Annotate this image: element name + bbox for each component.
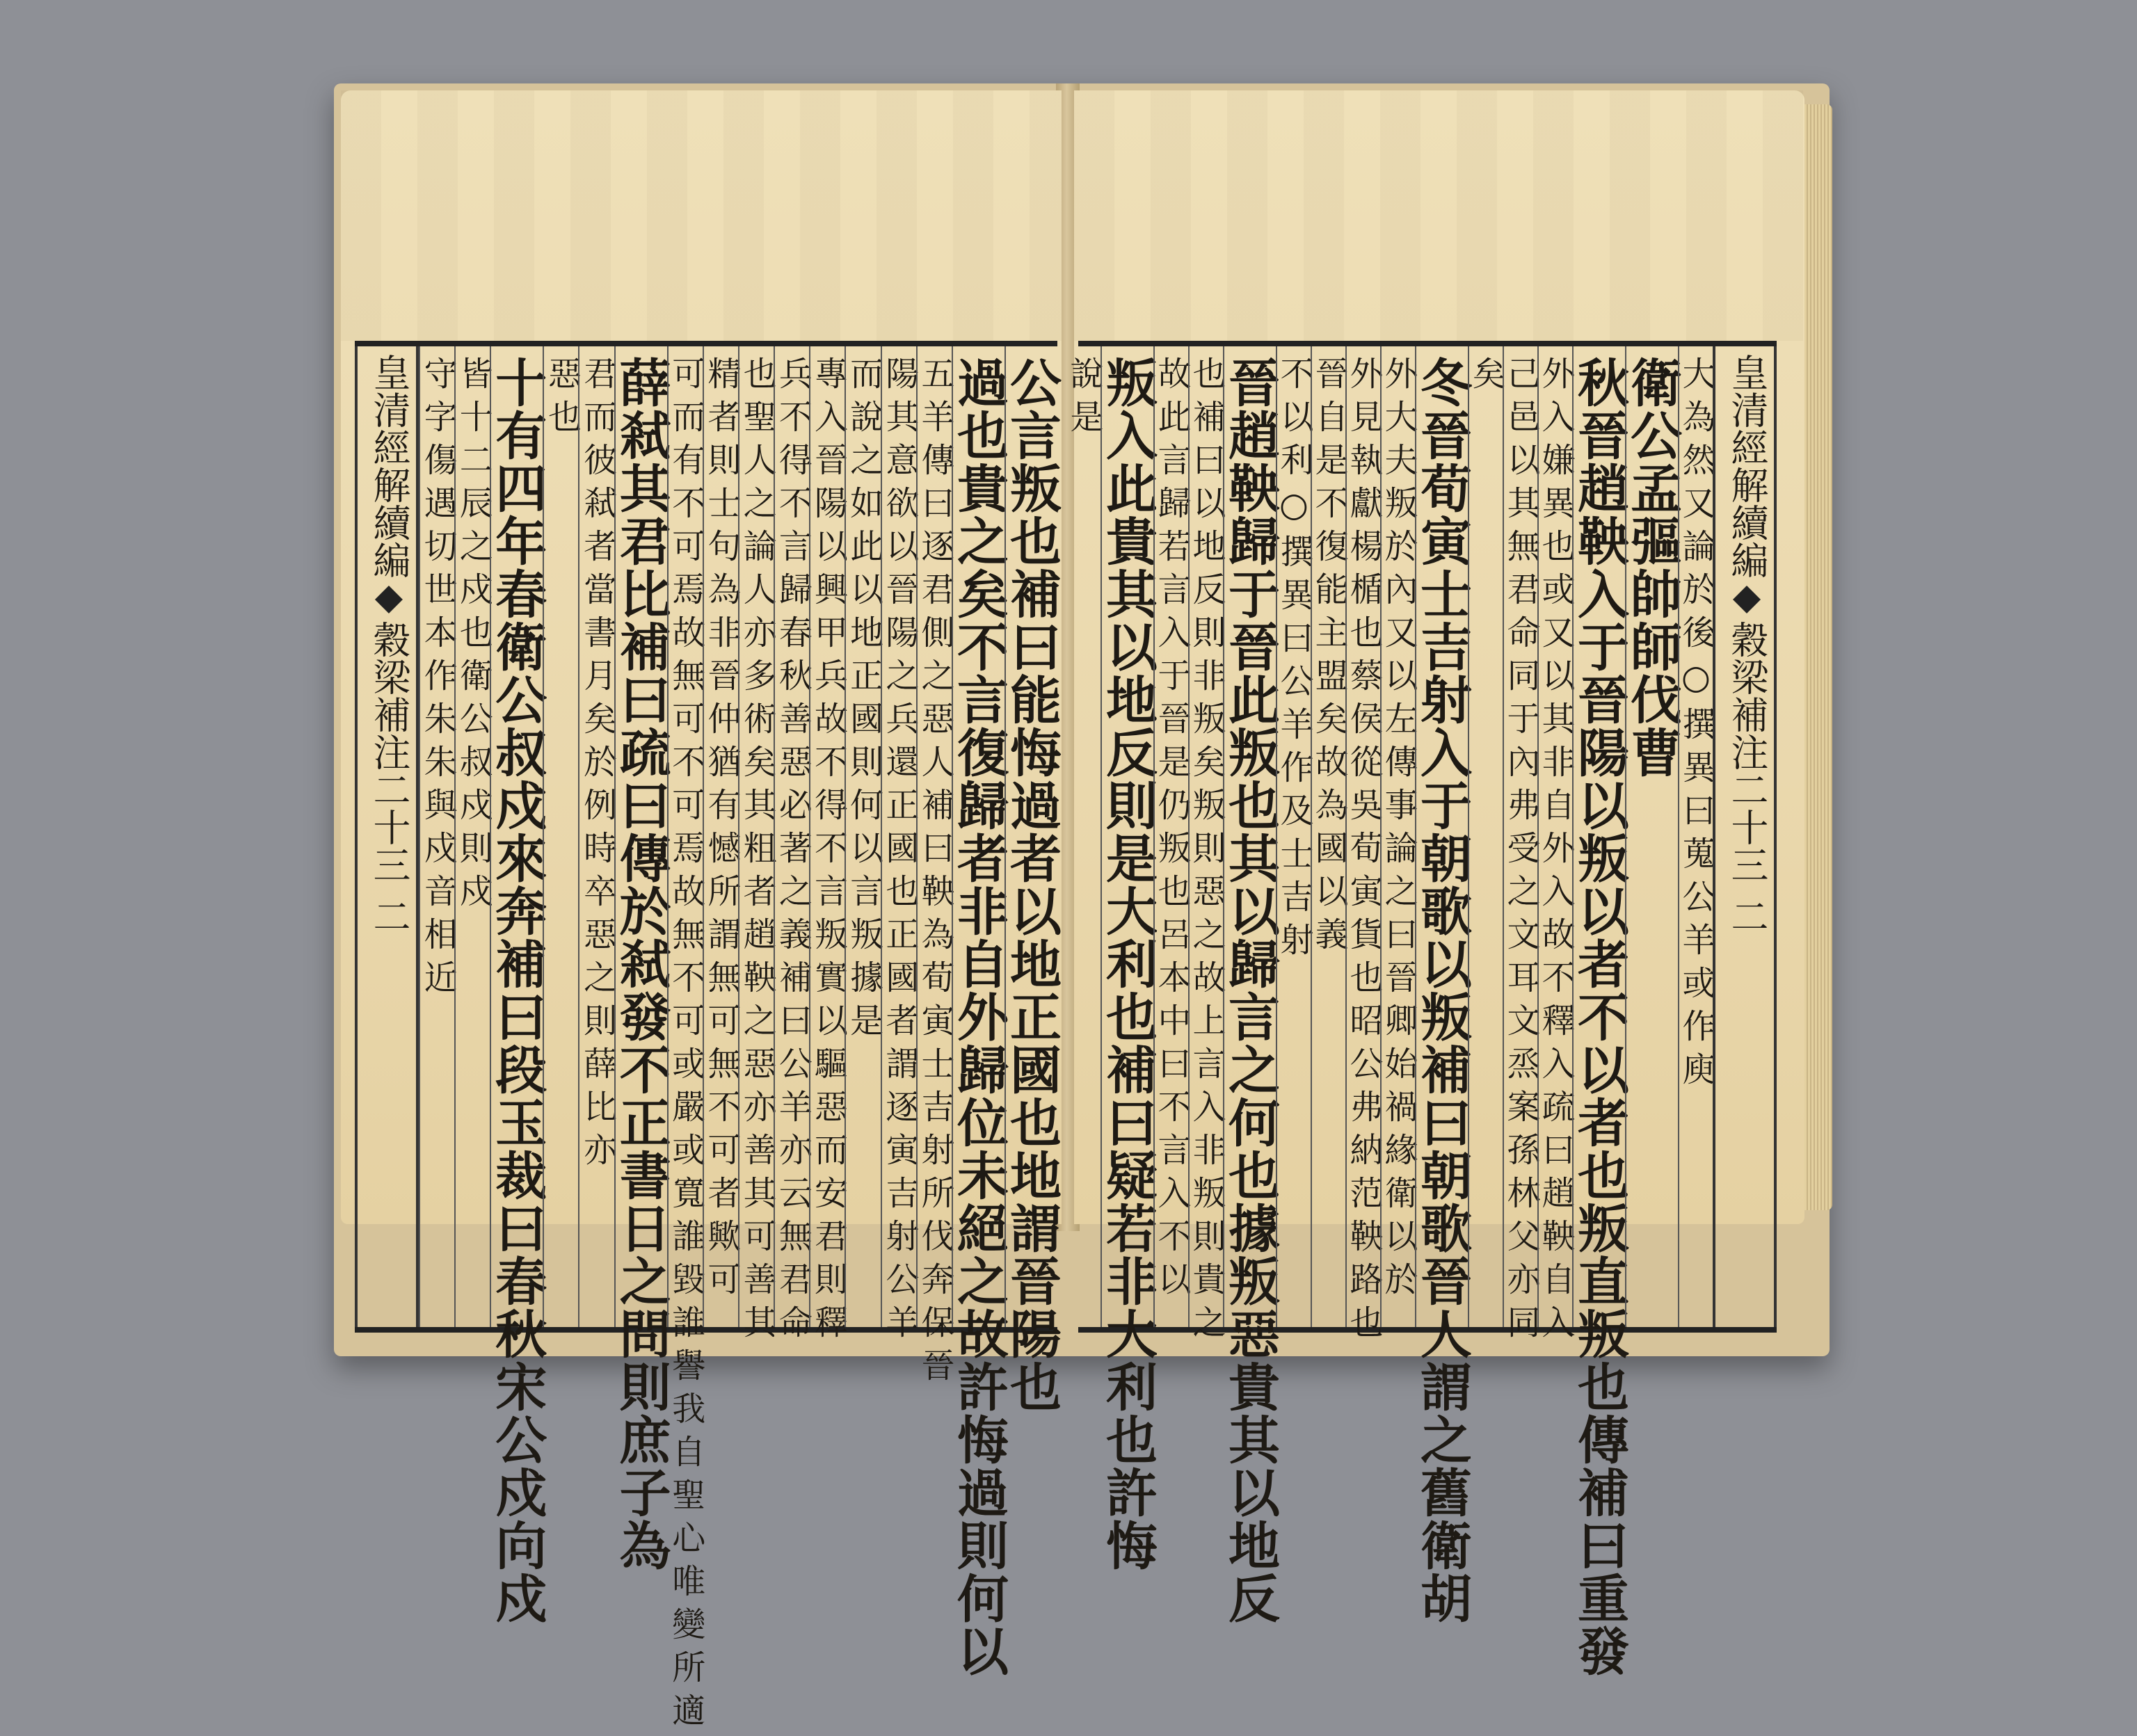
right-page: [1064, 90, 1804, 1678]
text-column: 守字傷遇切世本作朱朱與戍音相近: [419, 346, 454, 1327]
right-columns: [1064, 346, 1777, 1678]
text-column: 故此言歸若言入于晉是仍叛也呂本中曰不言入不以: [1153, 346, 1188, 1327]
book-title: 皇清經解續編: [367, 353, 411, 579]
fish-tail-mark-icon: [1733, 586, 1761, 613]
text-column: 十有四年春衛公叔戍來奔補曰段玉裁曰春秋宋公戍向戍: [490, 346, 543, 1327]
text-column: 陽其意欲以晉陽之兵還正國也正國者謂逐寅吉射公羊: [881, 346, 916, 1327]
text-column: 晉趙鞅歸于晉此叛也其以歸言之何也據叛惡貴其以地反: [1223, 346, 1276, 1327]
text-column: 大為然又論於後○撰異曰蒐公羊或作庾: [1678, 346, 1713, 1327]
text-column: 可而有不可焉故無可不可焉故無不可或嚴或寬誰毀誰譽我自聖心唯變所適: [667, 346, 703, 1327]
text-column: 外大夫叛於內又以左傳事論之曰晉卿始禍緣衛以於: [1380, 346, 1415, 1327]
page-edges: [1804, 104, 1832, 1210]
text-column: 皆十二辰之戍也衛公叔戍則戍: [454, 346, 490, 1327]
text-column: 兵不得不言歸春秋善惡必著之義補曰公羊亦云無君命: [774, 346, 809, 1327]
text-column: 專入晉陽以興甲兵故不得不言叛實以驅惡而安君則釋: [809, 346, 845, 1327]
text-column: 惡也: [543, 346, 578, 1327]
show-through-text: [341, 90, 1062, 341]
text-column: 叛入此貴其以地反則是大利也補曰疑若非大利也許悔: [1100, 346, 1153, 1327]
text-column: 外見執獻楊楯也蔡侯從吳荀寅貨也昭公弗納范鞅路也: [1345, 346, 1380, 1327]
text-column: 秋晉趙鞅入于晉陽以叛以者不以者也叛直叛也傳補曰重發: [1572, 346, 1625, 1327]
text-column: 說是: [1064, 356, 1103, 442]
text-column: 衛公孟彄帥師伐曹: [1625, 346, 1678, 1327]
folio-number: 二: [1725, 897, 1769, 935]
page-margin-column: [1713, 346, 1777, 1327]
text-column: 而說之如此以地正國則何以言叛據是: [845, 346, 880, 1327]
text-column: 冬晉荀寅士吉射入于朝歌以叛補曰朝歌晉人謂之舊衛胡: [1415, 346, 1468, 1327]
text-column: 精者則士句為非晉仲猶有憾所謂無可無不可者歟可: [703, 346, 738, 1327]
page-margin-column: [355, 346, 419, 1327]
text-column: 薛弒其君比補曰疏曰傳於弒發不正書日之問則庶子為: [614, 346, 667, 1327]
book-title: 皇清經解續編: [1725, 353, 1769, 579]
folio-number: 二: [367, 897, 411, 935]
text-column: 矣: [1468, 346, 1503, 1327]
section-title: 穀梁補注二十三: [1725, 620, 1769, 883]
text-column: 公言叛也補曰能悔過者以地正國也地謂晉陽也: [1005, 346, 1057, 1327]
fish-tail-mark-icon: [375, 586, 403, 613]
section-title: 穀梁補注二十三: [367, 620, 411, 883]
text-column: 己邑以其無君命同于內弗受之文耳文烝案孫林父亦同: [1503, 346, 1537, 1327]
right-text-frame: [1064, 341, 1777, 1678]
text-column: 也補曰以地反則非叛矣叛則惡之故上言入非叛則貴之: [1188, 346, 1223, 1327]
text-column: 君而彼弒者當書月矣於例時卒惡之則薛比亦: [578, 346, 614, 1327]
text-column: 外入嫌異也或又以其非自外入故不釋入疏曰趙鞅自入: [1537, 346, 1572, 1327]
text-column: 過也貴之矣不言復歸者非自外歸位未絕之故許悔過則何以: [952, 346, 1005, 1327]
left-text-frame: [355, 341, 1062, 1736]
show-through-text: [1074, 90, 1804, 341]
text-column: 也聖人之論人亦多術矣其粗者趙鞅之惡亦善其可善其: [738, 346, 774, 1327]
text-column: 不以利○撰異曰公羊作及士吉射: [1276, 346, 1311, 1327]
left-page: [341, 90, 1062, 1736]
left-columns: [355, 346, 1062, 1736]
text-column: 五羊傳曰逐君側之惡人補曰鞅為荀寅士吉射所伐奔保晉: [916, 346, 952, 1327]
text-column: 晉自是不復能主盟矣故為國以義: [1311, 346, 1345, 1327]
